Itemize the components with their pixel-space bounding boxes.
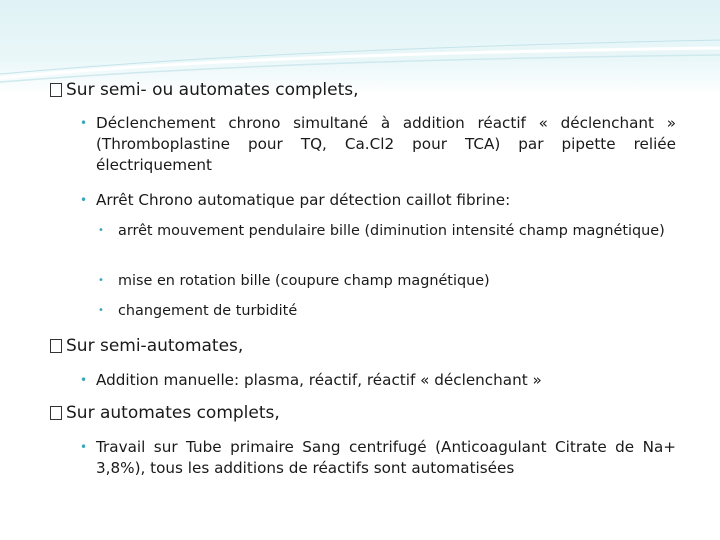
missing-glyph-box-icon: [50, 339, 62, 353]
missing-glyph-box-icon: [50, 83, 62, 97]
list-item-text: Addition manuelle: plasma, réactif, réactif « déclenchant »: [96, 371, 542, 389]
sub-list-item: [98, 271, 674, 291]
list-item: [80, 370, 676, 391]
bullet-dot-icon: •: [98, 305, 104, 316]
bullet-dot-icon: •: [80, 373, 88, 387]
section-heading-text: Sur automates complets,: [66, 403, 280, 423]
bullet-dot-icon: •: [98, 225, 104, 236]
section-heading-2: [50, 336, 243, 356]
list-item-text: Arrêt Chrono automatique par détection caillot fibrine:: [96, 191, 511, 209]
sub-list-item-text: mise en rotation bille (coupure champ magnétique): [118, 273, 490, 289]
sub-list-item-text: arrêt mouvement pendulaire bille (diminution intensité champ magnétique): [118, 223, 665, 239]
list-item-text: Travail sur Tube primaire Sang centrifugé (Anticoagulant Citrate de Na+ 3,8%), tous les additions de réactifs sont automatisées: [96, 438, 676, 477]
list-item-text: Déclenchement chrono simultané à addition réactif « déclenchant » (Thromboplastine pour TQ, Ca.Cl2 pour TCA) par pipette reliée électriquement: [96, 114, 676, 174]
section-heading-text: Sur semi- ou automates complets,: [66, 80, 359, 100]
missing-glyph-box-icon: [50, 406, 62, 420]
list-item: [80, 190, 676, 211]
bullet-dot-icon: •: [80, 193, 88, 207]
section-heading-1: [50, 80, 359, 100]
bullet-dot-icon: •: [80, 440, 88, 454]
list-item: [80, 437, 676, 479]
sub-list-item-text: changement de turbidité: [118, 303, 298, 319]
bullet-dot-icon: •: [80, 116, 88, 130]
bullet-dot-icon: •: [98, 275, 104, 286]
section-heading-text: Sur semi-automates,: [66, 336, 244, 356]
sub-list-item: [98, 301, 674, 321]
section-heading-3: [50, 403, 280, 423]
sub-list-item: [98, 221, 674, 241]
list-item: [80, 113, 676, 176]
